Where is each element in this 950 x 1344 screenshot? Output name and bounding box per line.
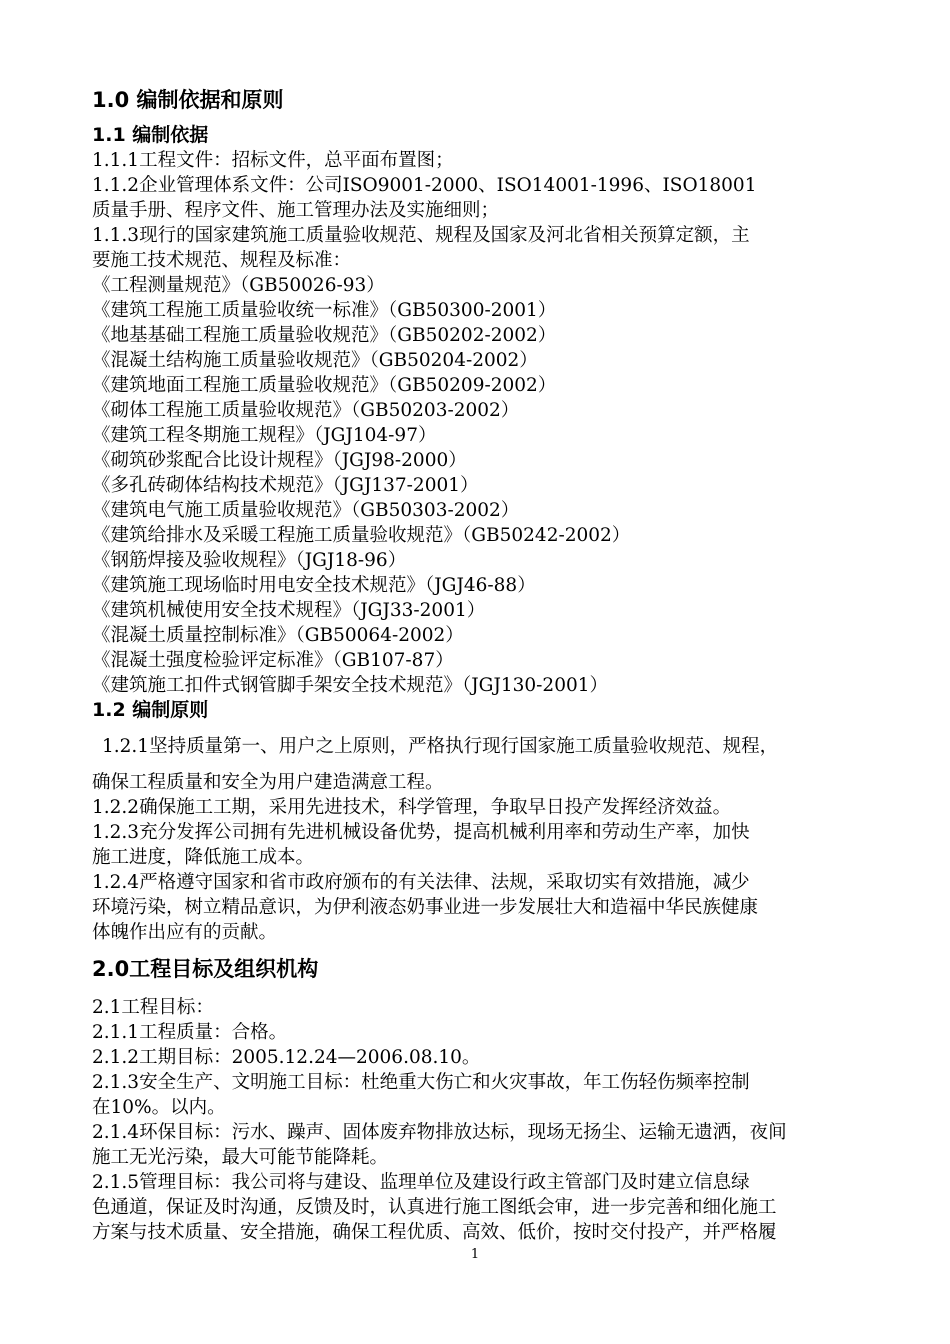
text-line: 环境污染，树立精品意识，为伊利液态奶事业进一步发展壮大和造福中华民族健康 xyxy=(92,897,759,918)
standard-item: 《砌体工程施工质量验收规范》（GB50203-2002） xyxy=(92,400,520,421)
standard-item: 《钢筋焊接及验收规程》（JGJ18-96） xyxy=(92,550,407,571)
standard-item: 《建筑地面工程施工质量验收规范》（GB50209-2002） xyxy=(92,375,557,396)
text-line: 确保工程质量和安全为用户建造满意工程。 xyxy=(92,772,444,793)
text-line: 要施工技术规范、规程及标准： xyxy=(92,250,352,271)
page-number: 1 xyxy=(470,1247,480,1262)
standard-item: 《建筑工程施工质量验收统一标准》（GB50300-2001） xyxy=(92,300,557,321)
text-line: 2.1工程目标： xyxy=(92,997,214,1018)
standard-item: 《混凝土质量控制标准》（GB50064-2002） xyxy=(92,625,464,646)
standard-item: 《工程测量规范》（GB50026-93） xyxy=(92,275,385,296)
text-line: 1.2.3充分发挥公司拥有先进机械设备优势，提高机械利用率和劳动生产率，加快 xyxy=(92,822,750,843)
text-line: 1.1.3现行的国家建筑施工质量验收规范、规程及国家及河北省相关预算定额，主 xyxy=(92,225,750,246)
standard-item: 《建筑机械使用安全技术规程》（JGJ33-2001） xyxy=(92,600,486,621)
text-line: 2.1.5管理目标：我公司将与建设、监理单位及建设行政主管部门及时建立信息绿 xyxy=(92,1172,750,1193)
text-line: 1.1.2企业管理体系文件：公司ISO9001-2000、ISO14001-1996、ISO18001 xyxy=(92,175,757,196)
standard-item: 《混凝土强度检验评定标准》（GB107-87） xyxy=(92,650,454,671)
subheading-1-2: 1.2 编制原则 xyxy=(92,699,209,721)
text-line: 方案与技术质量、安全措施，确保工程优质、高效、低价，按时交付投产，并严格履 xyxy=(92,1222,777,1243)
text-line: 2.1.1工程质量：合格。 xyxy=(92,1022,288,1043)
standard-item: 《建筑施工现场临时用电安全技术规范》（JGJ46-88） xyxy=(92,575,536,596)
section-heading-2: 2.0工程目标及组织机构 xyxy=(92,957,319,981)
standard-item: 《地基基础工程施工质量验收规范》（GB50202-2002） xyxy=(92,325,557,346)
text-line: 质量手册、程序文件、施工管理办法及实施细则； xyxy=(92,200,500,221)
text-line: 1.2.2确保施工工期，采用先进技术，科学管理，争取早日投产发挥经济效益。 xyxy=(92,797,732,818)
standard-item: 《多孔砖砌体结构技术规范》（JGJ137-2001） xyxy=(92,475,479,496)
text-line: 1.2.1坚持质量第一、用户之上原则，严格执行现行国家施工质量验收规范、规程， xyxy=(102,736,779,757)
text-line: 施工无光污染，最大可能节能降耗。 xyxy=(92,1147,389,1168)
text-line: 1.1.1工程文件：招标文件，总平面布置图； xyxy=(92,150,454,171)
text-line: 2.1.4环保目标：污水、躁声、固体废弃物排放达标，现场无扬尘、运输无遗洒，夜间 xyxy=(92,1122,787,1143)
standard-item: 《砌筑砂浆配合比设计规程》（JGJ98-2000） xyxy=(92,450,467,471)
text-line: 2.1.3安全生产、文明施工目标：杜绝重大伤亡和火灾事故，年工伤轻伤频率控制 xyxy=(92,1072,750,1093)
standard-item: 《混凝土结构施工质量验收规范》（GB50204-2002） xyxy=(92,350,538,371)
text-line: 2.1.2工期目标：2005.12.24—2006.08.10。 xyxy=(92,1047,481,1068)
text-line: 体魄作出应有的贡献。 xyxy=(92,922,278,943)
text-line: 1.2.4严格遵守国家和省市政府颁布的有关法律、法规，采取切实有效措施，减少 xyxy=(92,872,750,893)
text-line: 施工进度，降低施工成本。 xyxy=(92,847,315,868)
subheading-1-1: 1.1 编制依据 xyxy=(92,124,209,146)
standard-item: 《建筑施工扣件式钢管脚手架安全技术规范》（JGJ130-2001） xyxy=(92,675,609,696)
text-line: 色通道，保证及时沟通，反馈及时，认真进行施工图纸会审，进一步完善和细化施工 xyxy=(92,1197,777,1218)
standard-item: 《建筑给排水及采暖工程施工质量验收规范》（GB50242-2002） xyxy=(92,525,631,546)
text-line: 在10%。以内。 xyxy=(92,1097,226,1118)
standard-item: 《建筑工程冬期施工规程》（JGJ104-97） xyxy=(92,425,437,446)
standard-item: 《建筑电气施工质量验收规范》（GB50303-2002） xyxy=(92,500,520,521)
section-heading-1: 1.0 编制依据和原则 xyxy=(92,88,284,112)
